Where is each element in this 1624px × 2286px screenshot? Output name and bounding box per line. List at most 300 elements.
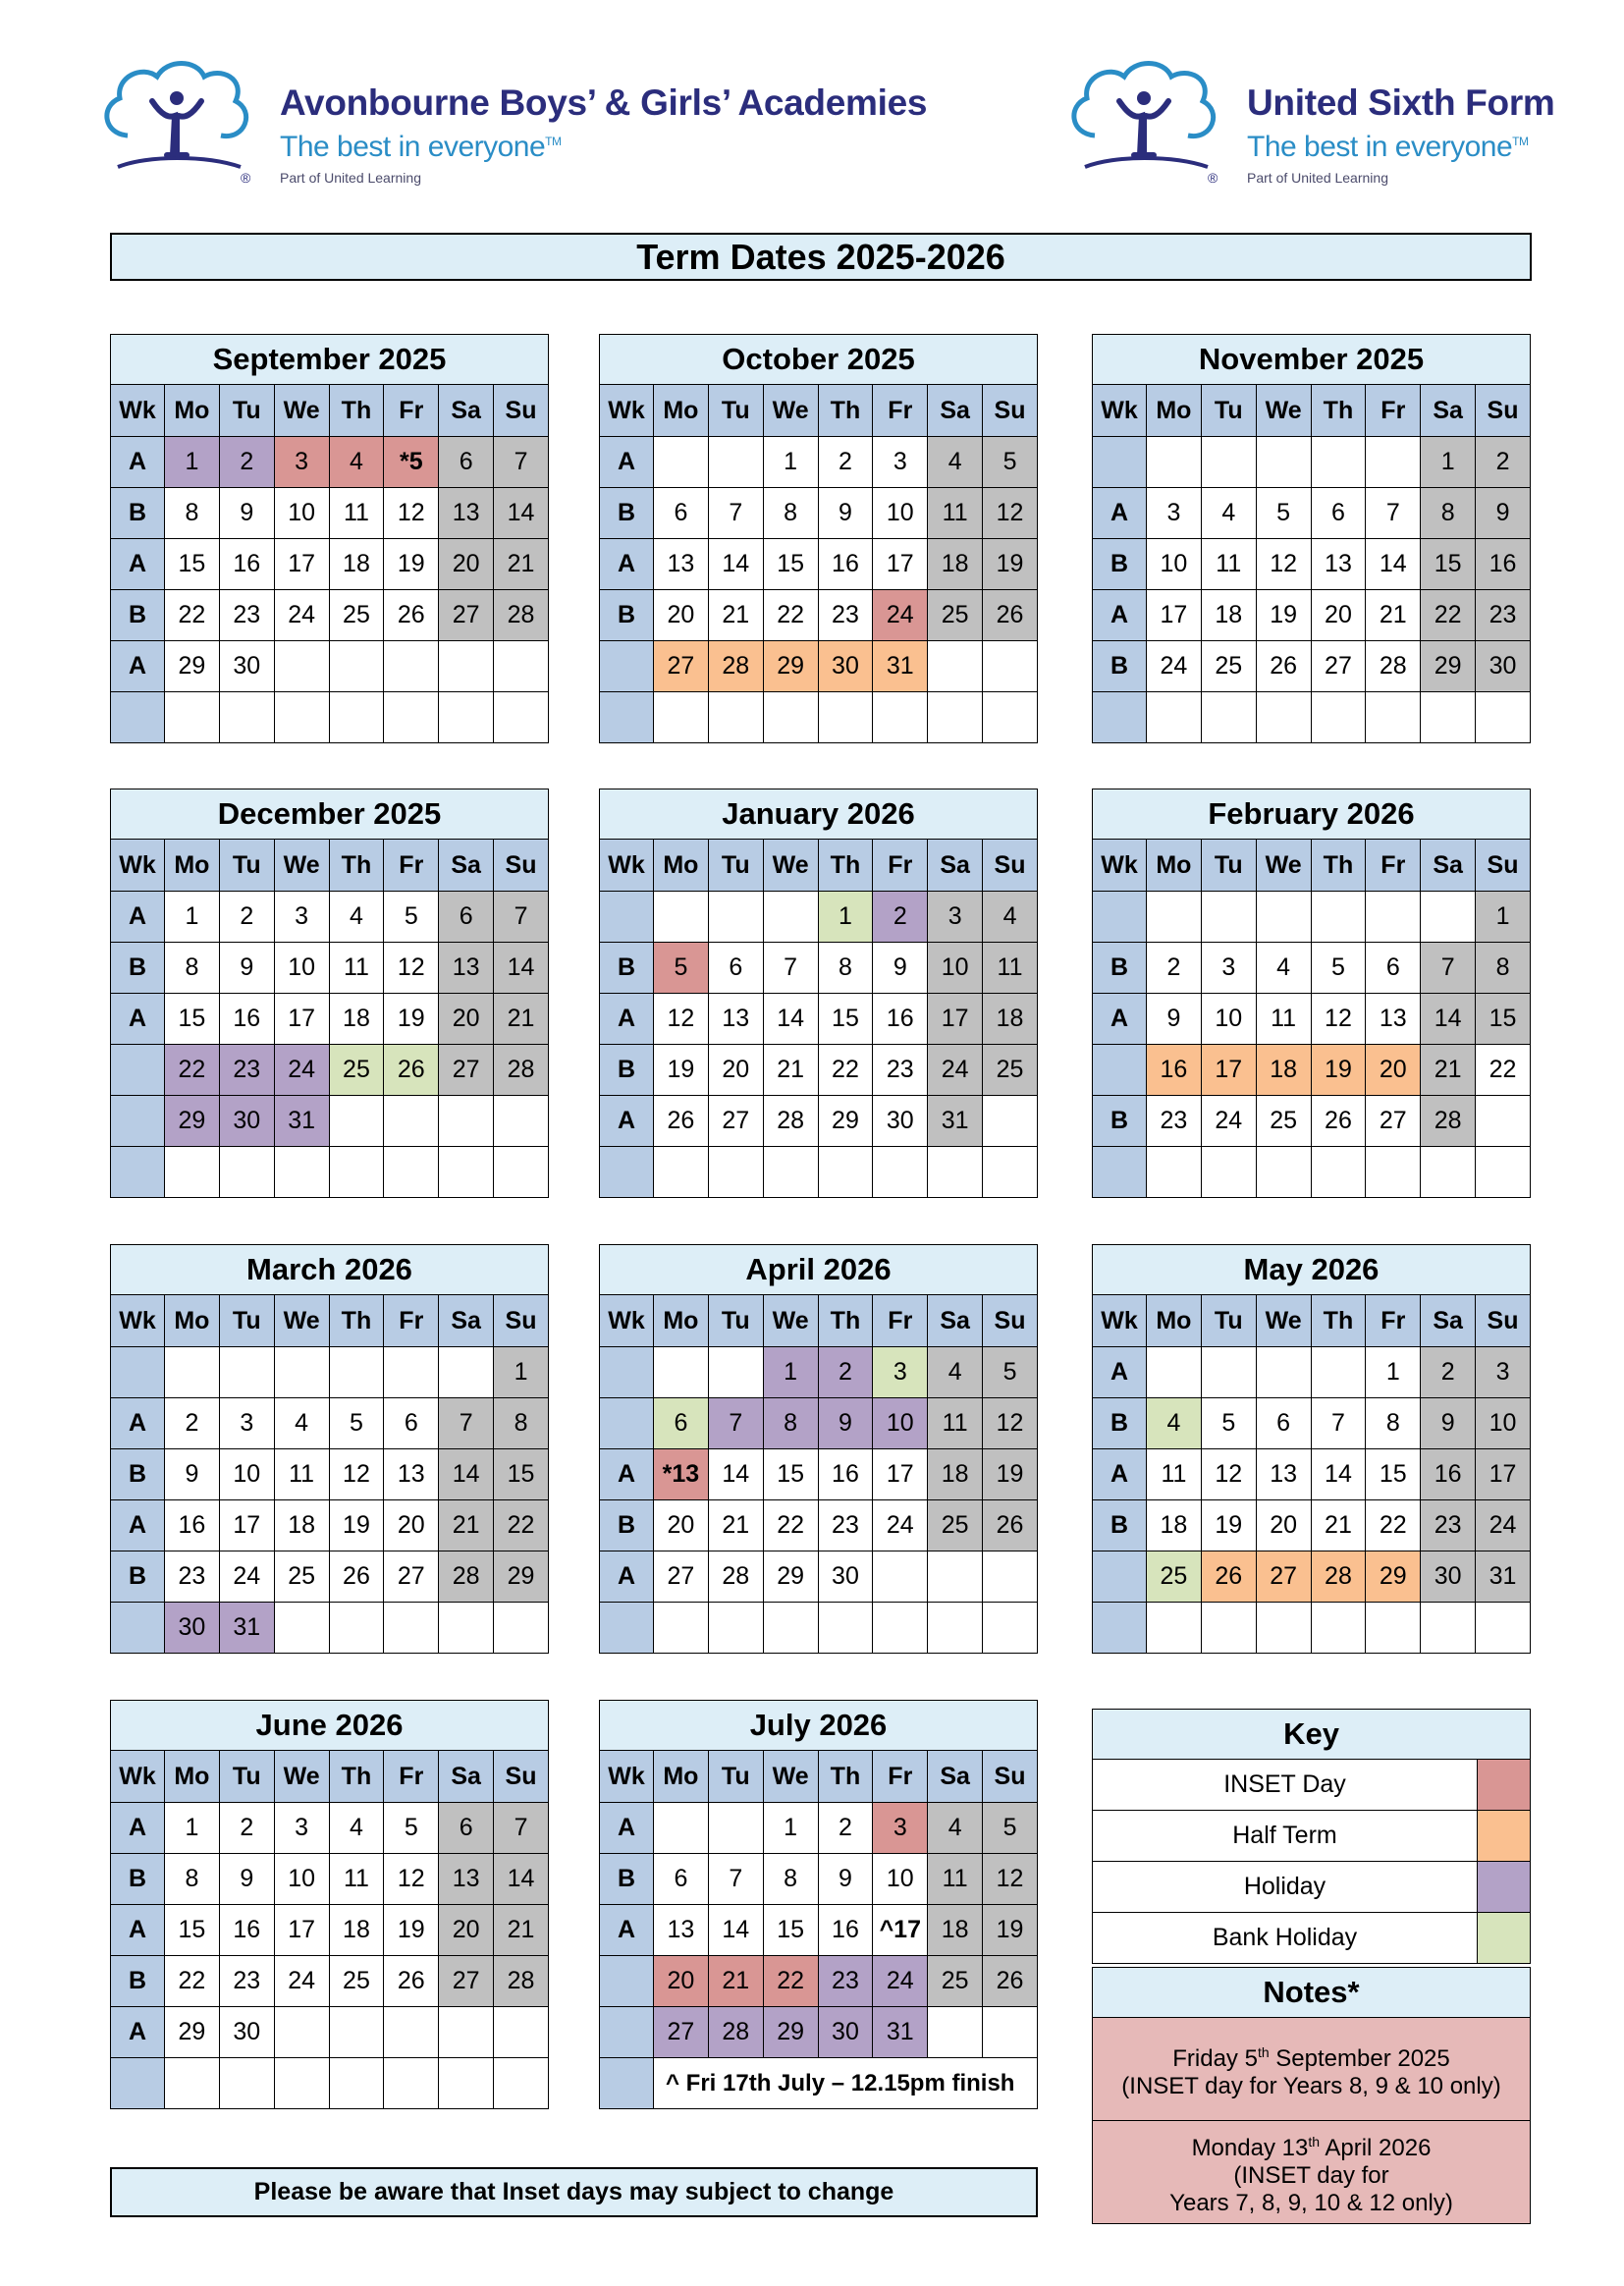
day-cell: 4 <box>329 892 384 943</box>
week-row <box>111 2007 549 2058</box>
week-label <box>111 1347 165 1398</box>
week-row <box>111 539 549 590</box>
empty-cell <box>873 1603 928 1654</box>
empty-cell <box>329 1096 384 1147</box>
day-cell: 27 <box>384 1551 439 1603</box>
day-cell: 5 <box>983 437 1038 488</box>
day-header: Sa <box>439 1751 494 1803</box>
academy-logo <box>98 57 928 194</box>
logo-part-of: Part of United Learning <box>1247 170 1388 186</box>
week-row <box>600 1551 1038 1603</box>
month-february-2026 <box>1092 789 1531 1198</box>
day-cell: 11 <box>1147 1449 1202 1500</box>
page-title: Term Dates 2025-2026 <box>110 233 1532 281</box>
day-header: Wk <box>111 1295 165 1347</box>
day-cell: 3 <box>873 1803 928 1854</box>
week-label: B <box>1093 539 1147 590</box>
day-header: Tu <box>708 1751 763 1803</box>
day-cell: 30 <box>219 1096 274 1147</box>
day-cell: 27 <box>1256 1551 1311 1603</box>
week-label <box>600 1147 654 1198</box>
day-cell: 3 <box>219 1398 274 1449</box>
day-cell: 26 <box>1311 1096 1366 1147</box>
day-cell: 15 <box>494 1449 549 1500</box>
week-label: B <box>111 943 165 994</box>
week-label: B <box>1093 641 1147 692</box>
week-label <box>600 1603 654 1654</box>
day-cell: 23 <box>165 1551 220 1603</box>
day-cell: 22 <box>763 1500 818 1551</box>
empty-cell <box>654 1603 709 1654</box>
day-cell: 16 <box>1421 1449 1476 1500</box>
empty-cell <box>928 692 983 743</box>
week-row <box>600 892 1038 943</box>
week-label: B <box>111 1551 165 1603</box>
week-label: A <box>111 539 165 590</box>
day-cell: 13 <box>439 943 494 994</box>
empty-cell <box>708 1803 763 1854</box>
day-header: Su <box>494 1295 549 1347</box>
day-cell: 28 <box>708 1551 763 1603</box>
empty-cell <box>818 1147 873 1198</box>
key-label: Holiday <box>1093 1862 1478 1913</box>
day-cell: 10 <box>1147 539 1202 590</box>
week-label <box>1093 1603 1147 1654</box>
week-label: A <box>600 1551 654 1603</box>
empty-cell <box>708 1147 763 1198</box>
week-row <box>1093 1096 1531 1147</box>
empty-cell <box>329 641 384 692</box>
week-label: A <box>111 892 165 943</box>
day-header: Mo <box>1147 1295 1202 1347</box>
week-row <box>1093 892 1531 943</box>
day-cell: 6 <box>654 488 709 539</box>
day-cell: 3 <box>873 1347 928 1398</box>
week-label: A <box>600 1449 654 1500</box>
day-cell: 23 <box>219 1956 274 2007</box>
week-row <box>1093 1398 1531 1449</box>
day-cell: 30 <box>1421 1551 1476 1603</box>
week-row <box>600 1905 1038 1956</box>
day-cell: 19 <box>1201 1500 1256 1551</box>
early-finish-note: ^ Fri 17th July – 12.15pm finish <box>654 2058 1038 2109</box>
day-header: Mo <box>165 385 220 437</box>
day-header: Fr <box>384 1295 439 1347</box>
empty-cell <box>1421 892 1476 943</box>
day-header: Su <box>983 1751 1038 1803</box>
tree-logo-icon <box>1065 57 1232 185</box>
day-cell: 7 <box>708 488 763 539</box>
empty-cell <box>439 641 494 692</box>
week-label: A <box>1093 994 1147 1045</box>
day-cell: 11 <box>329 943 384 994</box>
day-cell: 21 <box>439 1500 494 1551</box>
day-cell: 11 <box>329 1854 384 1905</box>
day-cell: 11 <box>1256 994 1311 1045</box>
day-cell: 30 <box>818 641 873 692</box>
day-cell: 4 <box>329 437 384 488</box>
day-cell: 1 <box>1366 1347 1421 1398</box>
empty-cell <box>1201 1603 1256 1654</box>
day-cell: 13 <box>1366 994 1421 1045</box>
day-header: Mo <box>654 1295 709 1347</box>
empty-cell <box>1256 892 1311 943</box>
day-cell: 29 <box>165 1096 220 1147</box>
empty-cell <box>1201 692 1256 743</box>
day-cell: 6 <box>439 1803 494 1854</box>
day-cell: 23 <box>1476 590 1531 641</box>
day-cell: 21 <box>1421 1045 1476 1096</box>
day-cell: 25 <box>274 1551 329 1603</box>
day-header: Sa <box>439 385 494 437</box>
empty-cell <box>384 1347 439 1398</box>
empty-cell <box>708 1347 763 1398</box>
month-september-2025 <box>110 334 549 743</box>
week-label <box>600 1398 654 1449</box>
day-cell: 11 <box>1201 539 1256 590</box>
week-label: A <box>1093 1347 1147 1398</box>
empty-cell <box>983 1096 1038 1147</box>
week-label <box>111 2058 165 2109</box>
day-header: Wk <box>111 1751 165 1803</box>
empty-cell <box>983 641 1038 692</box>
week-row <box>600 1398 1038 1449</box>
week-label: B <box>600 1854 654 1905</box>
empty-cell <box>928 1551 983 1603</box>
week-label: B <box>111 1449 165 1500</box>
day-header: Mo <box>1147 840 1202 892</box>
day-header: Th <box>329 1295 384 1347</box>
day-cell: 4 <box>983 892 1038 943</box>
empty-cell <box>1256 1603 1311 1654</box>
empty-cell <box>439 1147 494 1198</box>
day-cell: 23 <box>1421 1500 1476 1551</box>
day-cell: 29 <box>1421 641 1476 692</box>
day-header: Su <box>1476 1295 1531 1347</box>
day-cell: 24 <box>1476 1500 1531 1551</box>
month-title: September 2025 <box>111 335 549 385</box>
day-cell: 31 <box>873 2007 928 2058</box>
week-label: A <box>600 1803 654 1854</box>
day-cell: 7 <box>763 943 818 994</box>
day-cell: 7 <box>494 437 549 488</box>
key-swatch <box>1478 1760 1531 1811</box>
empty-cell <box>494 1603 549 1654</box>
day-cell: 27 <box>654 2007 709 2058</box>
day-cell: 7 <box>439 1398 494 1449</box>
day-cell: 28 <box>494 590 549 641</box>
day-cell: 7 <box>494 1803 549 1854</box>
month-title: March 2026 <box>111 1245 549 1295</box>
day-cell: 9 <box>818 1398 873 1449</box>
empty-cell <box>983 692 1038 743</box>
week-label: B <box>111 488 165 539</box>
day-cell: 22 <box>1476 1045 1531 1096</box>
week-row <box>1093 1045 1531 1096</box>
day-cell: 22 <box>1421 590 1476 641</box>
empty-cell <box>763 1603 818 1654</box>
day-cell: 19 <box>983 1449 1038 1500</box>
day-cell: 14 <box>494 943 549 994</box>
day-cell: 15 <box>1421 539 1476 590</box>
day-cell: 9 <box>873 943 928 994</box>
day-cell: 4 <box>1256 943 1311 994</box>
day-cell: 26 <box>1201 1551 1256 1603</box>
day-cell: 3 <box>873 437 928 488</box>
empty-cell <box>1366 892 1421 943</box>
day-header: Sa <box>439 1295 494 1347</box>
day-cell: 30 <box>818 1551 873 1603</box>
week-row <box>111 1551 549 1603</box>
day-cell: 8 <box>763 488 818 539</box>
empty-cell <box>1201 1347 1256 1398</box>
day-cell: 29 <box>763 1551 818 1603</box>
day-cell: 28 <box>1366 641 1421 692</box>
day-header: Wk <box>600 385 654 437</box>
day-cell: 19 <box>1311 1045 1366 1096</box>
day-cell: 29 <box>1366 1551 1421 1603</box>
day-header: Th <box>329 1751 384 1803</box>
week-label: B <box>600 1500 654 1551</box>
day-cell: 1 <box>763 437 818 488</box>
day-cell: 8 <box>763 1398 818 1449</box>
day-header: Sa <box>1421 385 1476 437</box>
day-header: Fr <box>873 1751 928 1803</box>
day-cell: 27 <box>439 590 494 641</box>
day-header: Sa <box>928 385 983 437</box>
day-cell: 8 <box>1476 943 1531 994</box>
week-label <box>111 1096 165 1147</box>
day-header: Th <box>818 385 873 437</box>
day-cell: *5 <box>384 437 439 488</box>
week-row <box>111 892 549 943</box>
day-cell: 6 <box>654 1854 709 1905</box>
day-header: Su <box>983 840 1038 892</box>
day-cell: 7 <box>708 1398 763 1449</box>
day-cell: 10 <box>873 1854 928 1905</box>
day-cell: 5 <box>983 1803 1038 1854</box>
week-row <box>111 1956 549 2007</box>
empty-cell <box>439 1347 494 1398</box>
empty-cell <box>494 692 549 743</box>
day-cell: 16 <box>818 539 873 590</box>
day-cell: 12 <box>1201 1449 1256 1500</box>
day-cell: 24 <box>219 1551 274 1603</box>
week-label <box>600 2007 654 2058</box>
day-cell: 30 <box>818 2007 873 2058</box>
week-label <box>1093 1045 1147 1096</box>
week-row <box>111 1603 549 1654</box>
day-header: We <box>274 385 329 437</box>
day-cell: 29 <box>494 1551 549 1603</box>
day-cell: 19 <box>329 1500 384 1551</box>
day-cell: 28 <box>439 1551 494 1603</box>
day-cell: 23 <box>219 590 274 641</box>
day-header: We <box>1256 385 1311 437</box>
day-cell: 27 <box>1366 1096 1421 1147</box>
day-header: Fr <box>873 1295 928 1347</box>
notes-title: Notes* <box>1093 1968 1530 2018</box>
week-label <box>111 1147 165 1198</box>
empty-cell <box>329 2007 384 2058</box>
empty-cell <box>818 692 873 743</box>
empty-cell <box>873 1551 928 1603</box>
week-label: A <box>600 1905 654 1956</box>
week-row <box>111 1347 549 1398</box>
day-cell: 16 <box>165 1500 220 1551</box>
day-cell: 6 <box>1256 1398 1311 1449</box>
week-row <box>1093 437 1531 488</box>
day-cell: 16 <box>818 1449 873 1500</box>
day-cell: 25 <box>329 590 384 641</box>
day-header: Tu <box>708 1295 763 1347</box>
logo-tagline: The best in everyone™ <box>1247 131 1529 163</box>
day-cell: 5 <box>1201 1398 1256 1449</box>
week-label <box>111 1045 165 1096</box>
day-cell: 9 <box>219 488 274 539</box>
day-cell: 7 <box>1311 1398 1366 1449</box>
empty-cell <box>873 1147 928 1198</box>
empty-cell <box>439 1096 494 1147</box>
day-cell: 24 <box>1147 641 1202 692</box>
day-cell: 13 <box>1311 539 1366 590</box>
empty-cell <box>1147 892 1202 943</box>
week-label: A <box>111 1905 165 1956</box>
day-header: Tu <box>1201 840 1256 892</box>
day-cell: 7 <box>1366 488 1421 539</box>
week-row <box>1093 590 1531 641</box>
week-label: A <box>111 1803 165 1854</box>
day-header: Mo <box>654 1751 709 1803</box>
empty-cell <box>439 2007 494 2058</box>
empty-cell <box>1256 1347 1311 1398</box>
key-label: Half Term <box>1093 1811 1478 1862</box>
day-cell: 4 <box>1147 1398 1202 1449</box>
day-header: Fr <box>384 1751 439 1803</box>
empty-cell <box>1311 1603 1366 1654</box>
day-cell: 13 <box>708 994 763 1045</box>
day-header: We <box>763 840 818 892</box>
key-swatch <box>1478 1811 1531 1862</box>
empty-cell <box>708 437 763 488</box>
day-cell: 10 <box>274 943 329 994</box>
day-cell: 12 <box>983 488 1038 539</box>
week-label: A <box>1093 488 1147 539</box>
empty-cell <box>274 2058 329 2109</box>
day-cell: 14 <box>763 994 818 1045</box>
day-header: Th <box>818 840 873 892</box>
empty-cell <box>654 1803 709 1854</box>
day-cell: 13 <box>439 488 494 539</box>
tree-logo-icon <box>98 57 265 185</box>
day-cell: 27 <box>654 641 709 692</box>
day-cell: 18 <box>274 1500 329 1551</box>
empty-cell <box>329 1603 384 1654</box>
day-cell: 11 <box>983 943 1038 994</box>
day-cell: 26 <box>384 590 439 641</box>
day-cell: 15 <box>165 994 220 1045</box>
empty-cell <box>763 1147 818 1198</box>
day-header: We <box>1256 840 1311 892</box>
empty-cell <box>1147 1603 1202 1654</box>
empty-cell <box>1147 437 1202 488</box>
day-cell: 18 <box>329 994 384 1045</box>
month-title: April 2026 <box>600 1245 1038 1295</box>
empty-cell <box>165 1347 220 1398</box>
empty-cell <box>494 2007 549 2058</box>
day-cell: 17 <box>274 994 329 1045</box>
day-cell: 20 <box>439 539 494 590</box>
day-cell: 27 <box>654 1551 709 1603</box>
empty-cell <box>1256 1147 1311 1198</box>
month-title: January 2026 <box>600 789 1038 840</box>
week-row <box>600 2007 1038 2058</box>
empty-cell <box>1311 437 1366 488</box>
day-header: Th <box>329 385 384 437</box>
day-cell: 28 <box>708 2007 763 2058</box>
empty-cell <box>165 1147 220 1198</box>
day-cell: 22 <box>494 1500 549 1551</box>
week-row <box>111 641 549 692</box>
week-row <box>111 1500 549 1551</box>
key-swatch <box>1478 1913 1531 1964</box>
month-title: December 2025 <box>111 789 549 840</box>
day-cell: 17 <box>274 1905 329 1956</box>
day-cell: 3 <box>928 892 983 943</box>
day-cell: 29 <box>763 2007 818 2058</box>
day-header: Wk <box>1093 840 1147 892</box>
day-header: Sa <box>928 1751 983 1803</box>
day-cell: 5 <box>1256 488 1311 539</box>
empty-cell <box>1476 1603 1531 1654</box>
day-cell: 28 <box>708 641 763 692</box>
week-row <box>1093 539 1531 590</box>
day-header: Tu <box>219 1751 274 1803</box>
week-label <box>600 1347 654 1398</box>
empty-cell <box>1476 1096 1531 1147</box>
week-label: B <box>1093 1500 1147 1551</box>
day-cell: 1 <box>818 892 873 943</box>
notes-box <box>1092 1967 1531 2224</box>
day-cell: 17 <box>928 994 983 1045</box>
empty-cell <box>708 892 763 943</box>
day-cell: 8 <box>818 943 873 994</box>
empty-cell <box>928 1147 983 1198</box>
day-cell: 10 <box>1476 1398 1531 1449</box>
day-cell: 27 <box>439 1956 494 2007</box>
day-cell: 25 <box>329 1956 384 2007</box>
day-cell: 13 <box>384 1449 439 1500</box>
empty-cell <box>329 1147 384 1198</box>
day-cell: 21 <box>1366 590 1421 641</box>
day-cell: 31 <box>928 1096 983 1147</box>
day-cell: 8 <box>165 1854 220 1905</box>
logo-title: United Sixth Form <box>1247 82 1555 123</box>
day-cell: 2 <box>1421 1347 1476 1398</box>
day-cell: 4 <box>928 1347 983 1398</box>
day-cell: 16 <box>1147 1045 1202 1096</box>
day-cell: 28 <box>763 1096 818 1147</box>
empty-cell <box>763 692 818 743</box>
day-cell: 24 <box>274 1045 329 1096</box>
day-cell: 18 <box>928 1449 983 1500</box>
empty-cell <box>219 692 274 743</box>
day-cell: 14 <box>1366 539 1421 590</box>
day-cell: 10 <box>873 488 928 539</box>
day-header: Wk <box>1093 385 1147 437</box>
day-cell: 16 <box>219 1905 274 1956</box>
day-cell: 20 <box>654 1500 709 1551</box>
